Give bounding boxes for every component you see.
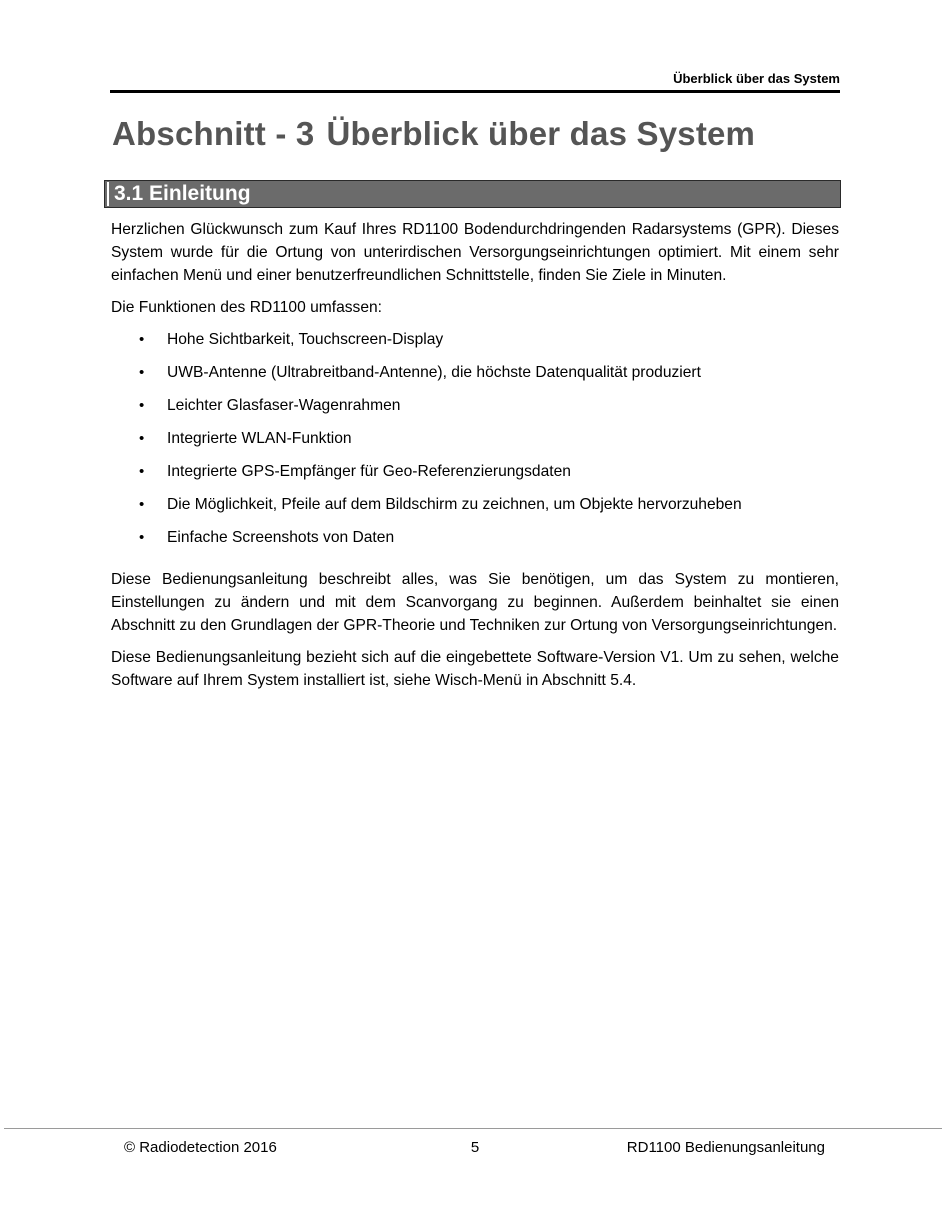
feature-item: • Integrierte WLAN-Funktion — [111, 427, 839, 460]
running-header — [110, 70, 840, 93]
section-title: 3.1 Einleitung — [114, 182, 251, 205]
footer-document-title: RD1100 Bedienungsanleitung — [626, 1139, 825, 1156]
footer-divider — [4, 1128, 942, 1129]
feature-list — [111, 328, 839, 559]
feature-item: • Hohe Sichtbarkeit, Touchscreen-Display — [111, 328, 839, 361]
running-header-title: Überblick über das System — [673, 71, 840, 86]
feature-item: • Integrierte GPS-Empfänger für Geo-Referenzierungsdaten — [111, 460, 839, 493]
chapter-title-text: Überblick über das System — [326, 115, 756, 152]
features-intro: Die Funktionen des RD1100 umfassen: — [111, 299, 383, 316]
feature-item: • Die Möglichkeit, Pfeile auf dem Bildschirm zu zeichnen, um Objekte hervorzuheben — [111, 493, 839, 526]
chapter-title — [112, 112, 755, 156]
footer-copyright: © Radiodetection 2016 — [124, 1139, 277, 1156]
footer-page-number: 5 — [470, 1139, 480, 1156]
section-heading-bar — [104, 180, 841, 208]
chapter-label: Abschnitt - 3 — [112, 115, 315, 152]
intro-paragraph: Herzlichen Glückwunsch zum Kauf Ihres RD1100 Bodendurchdringenden Radarsystems (GPR). Dieses System wurde für die Ortung von unterirdischen Versorgungseinrichtungen optimiert. Mit einem sehr einfachen Menü und einer benutzerfreundlichen Schnittstelle, finden Sie Ziele in Minuten. — [111, 221, 839, 284]
feature-item: • UWB-Antenne (Ultrabreitband-Antenne), die höchste Datenqualität produziert — [111, 361, 839, 394]
software-note-paragraph: Diese Bedienungsanleitung bezieht sich auf die eingebettete Software-Version V1. Um zu sehen, welche Software auf Ihrem System installiert ist, siehe Wisch-Menü in Abschnitt 5.4. — [111, 649, 839, 689]
main-content — [111, 218, 839, 701]
feature-item: • Einfache Screenshots von Daten — [111, 526, 839, 559]
feature-item: • Leichter Glasfaser-Wagenrahmen — [111, 394, 839, 427]
manual-scope-paragraph: Diese Bedienungsanleitung beschreibt alles, was Sie benötigen, um das System zu montieren, Einstellungen zu ändern und mit dem Scanvorgang zu beginnen. Außerdem beinhaltet sie einen Abschnitt zu den Grundlagen der GPR-Theorie und Techniken zur Ortung von Versorgungseinrichtungen. — [111, 571, 839, 634]
